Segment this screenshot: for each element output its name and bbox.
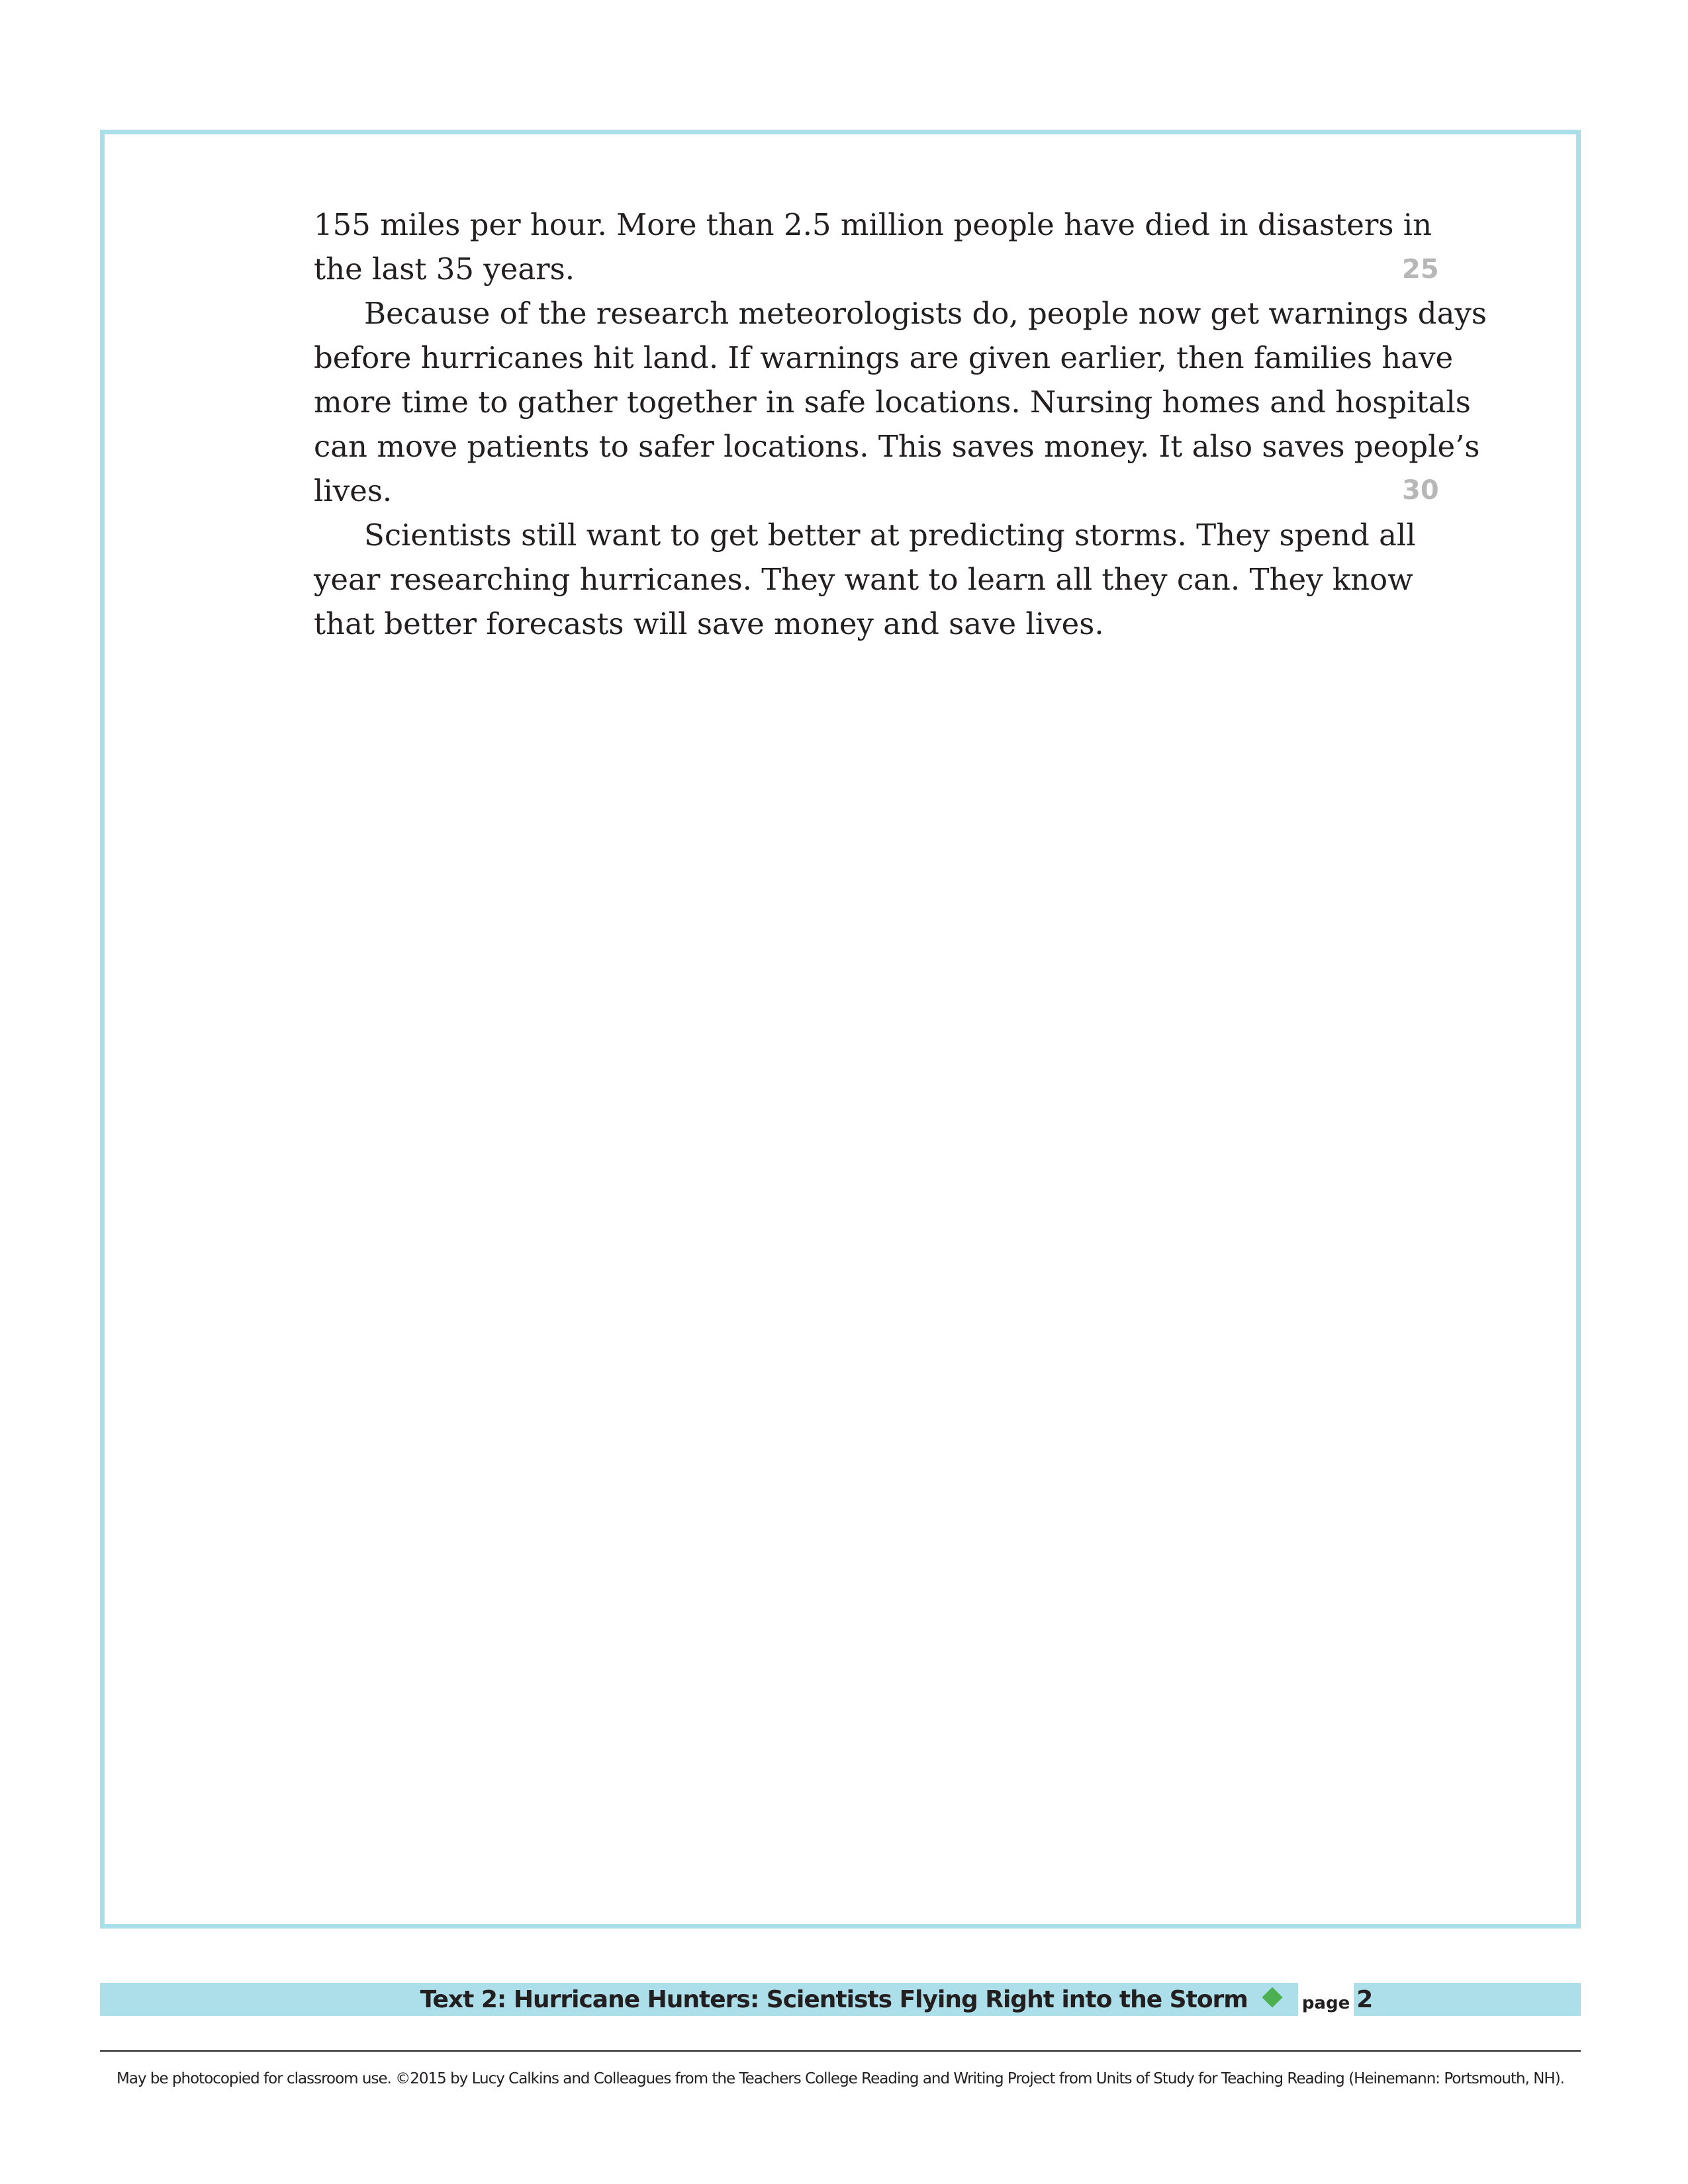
passage-line: more time to gather together in safe locations. Nursing homes and hospitals [314,385,1471,420]
passage-line: can move patients to safer locations. This saves money. It also saves people’s [314,429,1480,464]
text-title: Text 2: Hurricane Hunters: Scientists Flying Right into the Storm [420,1985,1248,2013]
passage-line: Scientists still want to get better at predicting storms. They spend all [364,518,1416,553]
passage-line: Because of the research meteorologists do, people now get warnings days [364,296,1487,331]
page-indicator [1298,1983,1354,2016]
line-number-30: 30 [1402,475,1439,506]
passage-line: that better forecasts will save money and save lives. [314,606,1104,641]
footer-title-wrap [100,1983,1581,2016]
passage-line: 155 miles per hour. More than 2.5 million people have died in disasters in [314,207,1432,242]
line-number-25: 25 [1402,254,1439,285]
passage-line: year researching hurricanes. They want to learn all they can. They know [314,562,1413,597]
footer-divider [100,2050,1581,2052]
passage-line: before hurricanes hit land. If warnings are given earlier, then families have [314,340,1454,375]
copyright-notice: May be photocopied for classroom use. ©2015 by Lucy Calkins and Colleagues from the Teachers College Reading and Writing Project from Units of Study for Teaching Reading (Heinemann: Portsmouth, NH). [117,2070,1564,2087]
page-number: 2 [1356,1985,1374,2013]
page-label: page [1301,1993,1350,2013]
passage-line: the last 35 years. [314,251,575,287]
diamond-icon [1262,1987,1282,2007]
footer-band [100,1983,1581,2016]
passage-line: lives. [314,473,393,508]
